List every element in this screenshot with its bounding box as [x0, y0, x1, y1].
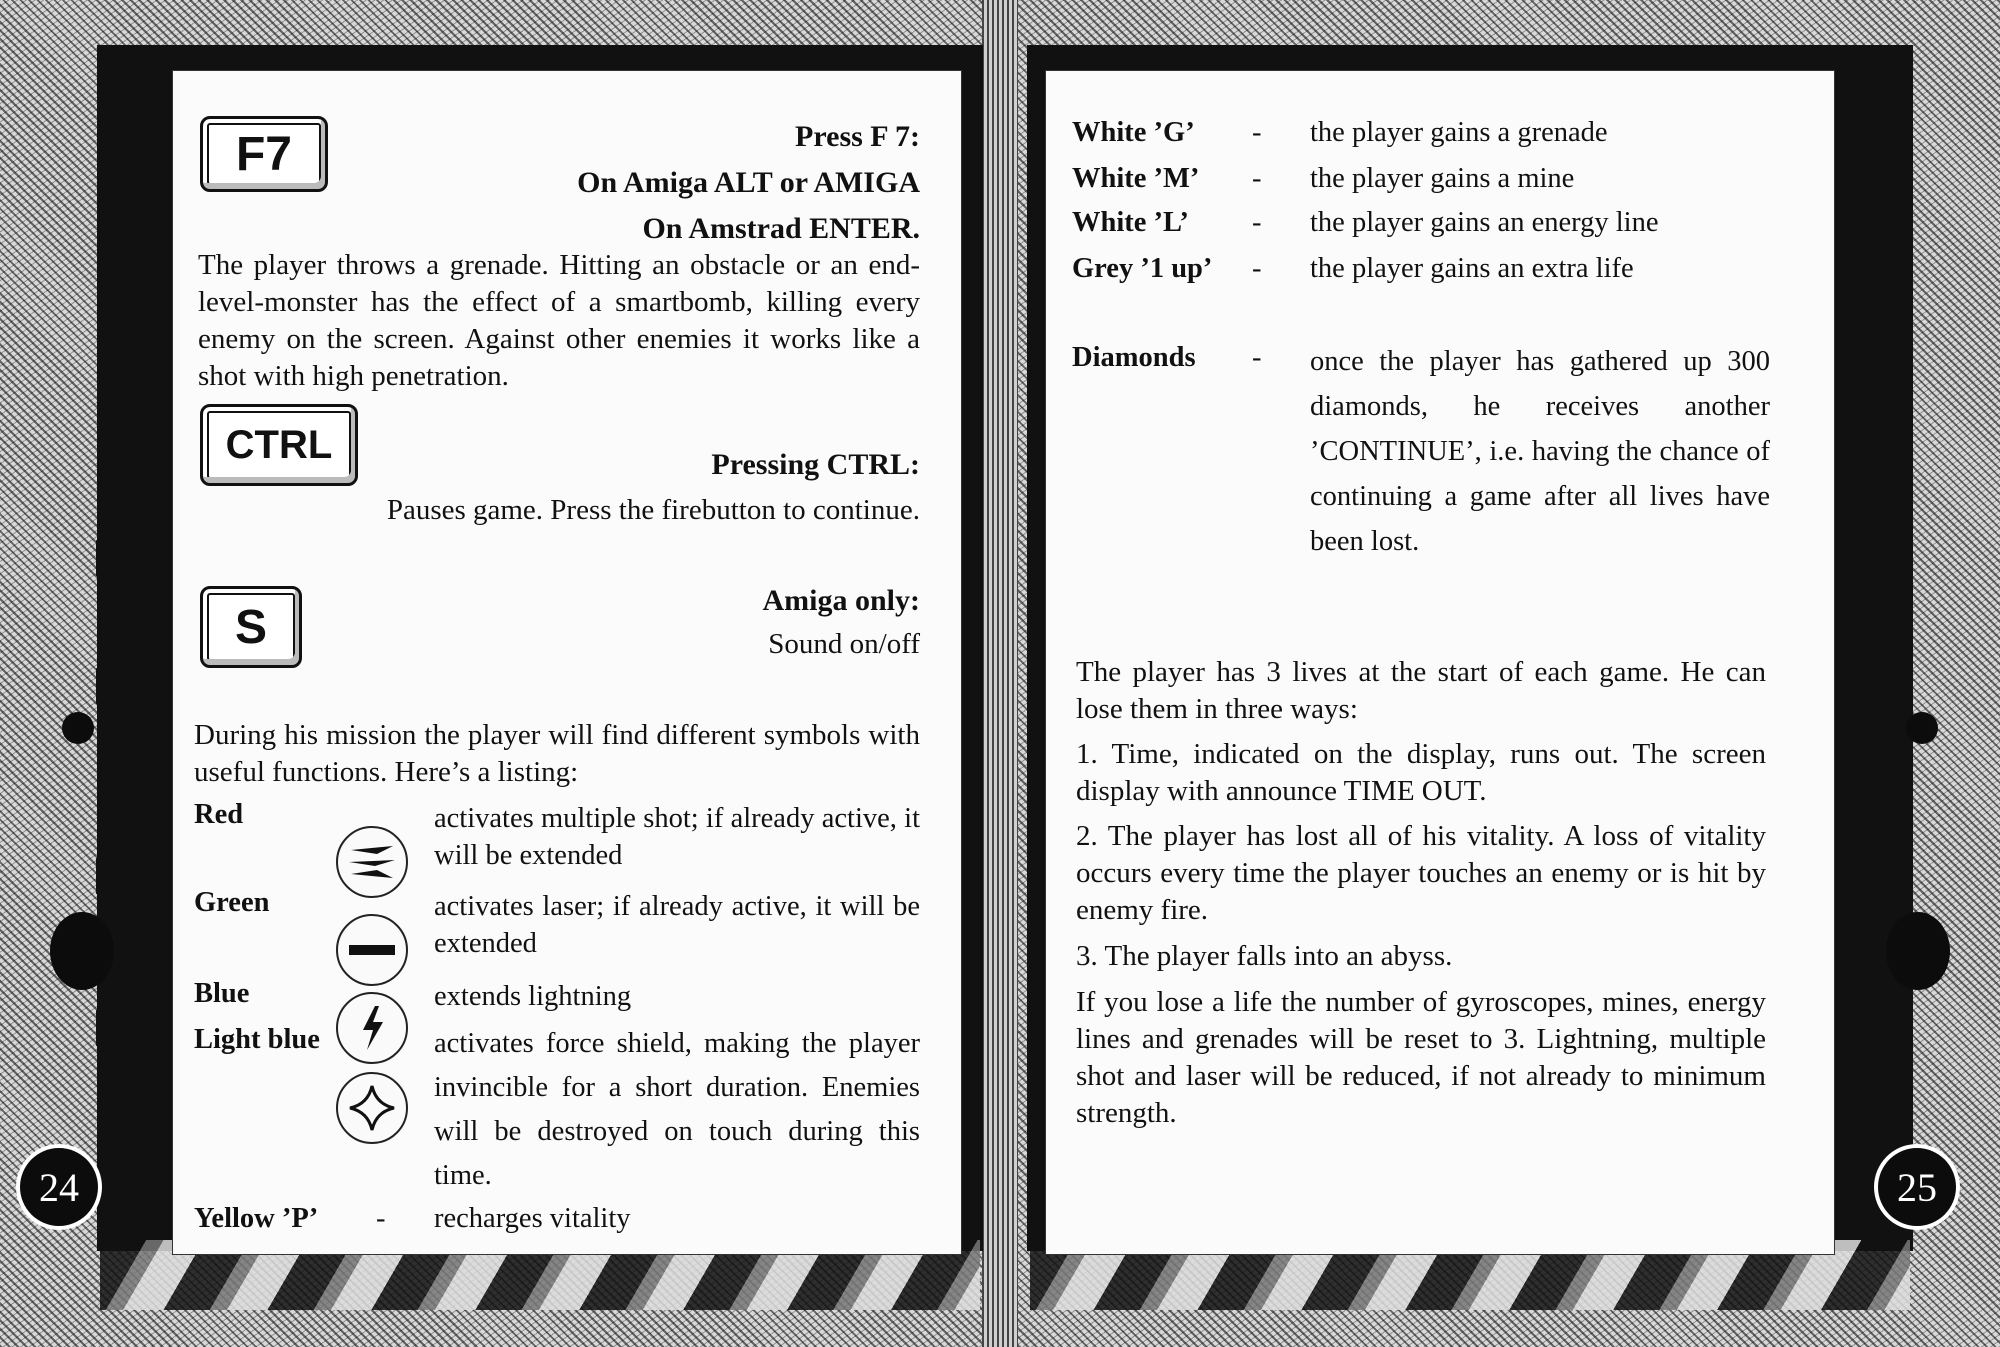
symbol-dash: -: [376, 1203, 386, 1234]
right-wedge-decoration: [1832, 858, 1902, 894]
life-loss-way-2: 2. The player has lost all of his vitality. A loss of vitality occurs every time the player touches an enemy or is hit by enemy fire.: [1076, 820, 1766, 926]
pickup-desc-grey-1up: the player gains an extra life: [1310, 253, 1634, 284]
f7-key-label: F7: [235, 127, 292, 181]
life-loss-way-1: 1. Time, indicated on the display, runs out. The screen display with announce TIME OUT.: [1076, 738, 1766, 807]
symbol-desc-yellow-p: recharges vitality: [434, 1203, 631, 1234]
laser-icon: [336, 914, 408, 986]
s-key-label: S: [234, 600, 267, 654]
reset-note: If you lose a life the number of gyroscopes, mines, energy lines and grenades will be reset to 3. Lightning, multiple shot and laser will be reduced, if not already to minimum strength.: [1076, 986, 1766, 1129]
pickup-name-white-g: White ’G’: [1072, 117, 1195, 148]
left-wedge-decoration: [96, 858, 166, 894]
pickup-dash: -: [1252, 253, 1262, 284]
pickup-name-white-l: White ’L’: [1072, 207, 1189, 238]
left-dot-decoration: [62, 712, 94, 744]
ctrl-description: Pauses game. Press the firebutton to continue.: [386, 494, 920, 526]
right-sawtooth-decoration: [1832, 70, 1910, 450]
left-wedge-decoration: [96, 1010, 166, 1046]
f7-heading: [330, 114, 920, 252]
ctrl-key-label: CTRL: [225, 422, 333, 467]
pickup-dash: -: [1252, 207, 1262, 238]
symbol-name-red: Red: [194, 799, 244, 830]
f7-line2: On Amiga ALT or AMIGA: [577, 166, 920, 199]
right-dot-decoration: [1886, 912, 1950, 990]
pickup-dash: -: [1252, 163, 1262, 194]
f7-description: The player throws a grenade. Hitting an obstacle or an end-level-monster has the effect of a smartbomb, killing every enemy on the screen. Against other enemies it works like a shot with high penetration.: [198, 249, 920, 392]
s-description: Sound on/off: [768, 628, 920, 660]
s-key-icon: [200, 586, 302, 668]
left-sawtooth-decoration: [100, 70, 178, 450]
life-loss-way-3: 3. The player falls into an abyss.: [1076, 940, 1453, 972]
left-dot-decoration: [50, 912, 114, 990]
right-wedge-decoration: [1832, 1010, 1902, 1046]
force-shield-icon: [336, 1072, 408, 1144]
pickup-dash: -: [1252, 117, 1262, 148]
symbol-desc-green: activates laser; if already active, it will be extended: [434, 891, 920, 959]
symbol-name-yellow-p: Yellow ’P’: [194, 1203, 319, 1234]
multiple-shot-icon: [336, 826, 408, 898]
f7-key-icon: [200, 116, 328, 192]
right-wedge-decoration: [1832, 668, 1902, 704]
symbol-name-light-blue: Light blue: [194, 1024, 320, 1055]
pickup-name-white-m: White ’M’: [1072, 163, 1200, 194]
diamonds-desc: once the player has gathered up 300 diamonds, he receives another ’CONTINUE’, i.e. having the chance of continuing a game after all lives have been lost.: [1310, 346, 1770, 557]
s-heading: Amiga only:: [762, 584, 920, 617]
symbol-name-blue: Blue: [194, 978, 250, 1009]
left-wedge-decoration: [96, 540, 166, 576]
symbol-name-green: Green: [194, 887, 270, 918]
pickup-name-grey-1up: Grey ’1 up’: [1072, 253, 1213, 284]
right-wedge-decoration: [1832, 540, 1902, 576]
symbols-intro: During his mission the player will find different symbols with useful functions. Here’s a listing:: [194, 719, 920, 788]
left-wedge-decoration: [96, 668, 166, 704]
pickup-desc-white-m: the player gains a mine: [1310, 163, 1575, 194]
diamonds-dash: -: [1252, 342, 1262, 373]
page-number-left: 24: [20, 1148, 98, 1226]
diamonds-name: Diamonds: [1072, 342, 1196, 373]
symbol-desc-blue: extends lightning: [434, 981, 632, 1012]
lightning-icon: [336, 992, 408, 1064]
f7-line3: On Amstrad ENTER.: [642, 212, 920, 245]
ctrl-key-icon: [200, 404, 358, 486]
lives-intro: The player has 3 lives at the start of each game. He can lose them in three ways:: [1076, 656, 1766, 725]
pickup-desc-white-l: the player gains an energy line: [1310, 207, 1659, 238]
right-dot-decoration: [1906, 712, 1938, 744]
pickup-desc-white-g: the player gains a grenade: [1310, 117, 1608, 148]
f7-line1: Press F 7:: [795, 120, 920, 153]
ctrl-heading: Pressing CTRL:: [711, 448, 920, 481]
page-number-right: 25: [1878, 1148, 1956, 1226]
book-spine: [982, 0, 1018, 1347]
symbol-desc-light-blue: activates force shield, making the player invincible for a short duration. Enemies will be destroyed on touch during this time.: [434, 1028, 920, 1191]
symbol-desc-red: activates multiple shot; if already active, it will be extended: [434, 803, 920, 871]
